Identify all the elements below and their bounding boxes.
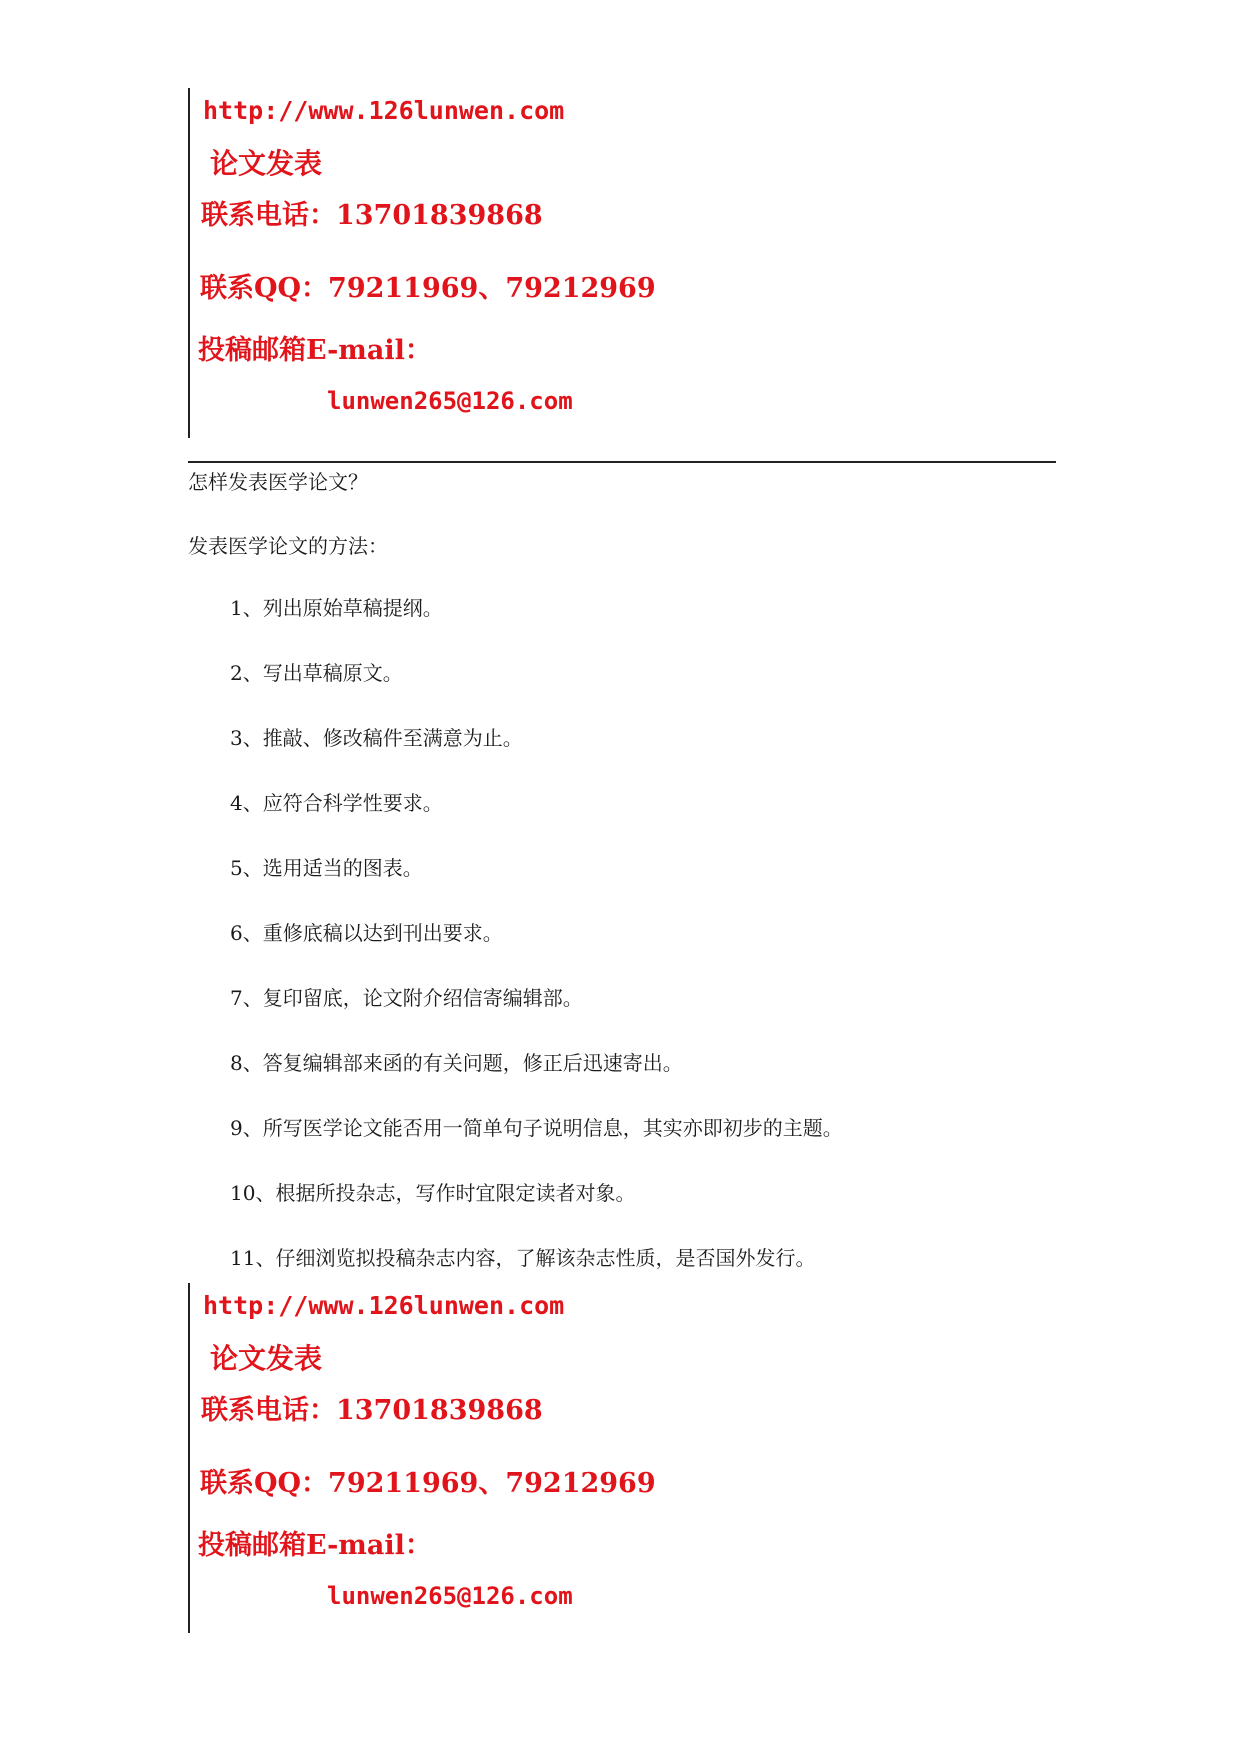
article-question: 怎样发表医学论文？: [188, 470, 368, 494]
list-item: 6、重修底稿以达到刊出要求。: [230, 921, 503, 945]
ad-phone: 联系电话：13701839868: [201, 1395, 543, 1426]
ad-qq: 联系QQ：79211969、79212969: [200, 1468, 656, 1499]
ad-url: http://www.126lunwen.com: [203, 96, 565, 125]
list-item: 11、仔细浏览拟投稿杂志内容，了解该杂志性质，是否国外发行。: [230, 1246, 816, 1270]
ad-title: 论文发表: [210, 1342, 323, 1375]
list-item: 10、根据所投杂志，写作时宜限定读者对象。: [230, 1181, 636, 1205]
ad-block-top: [188, 88, 656, 438]
list-item: 3、推敲、修改稿件至满意为止。: [230, 726, 523, 750]
article-intro: 发表医学论文的方法：: [188, 534, 388, 558]
ad-block-bottom: [188, 1283, 656, 1633]
list-item: 5、选用适当的图表。: [230, 856, 423, 880]
ad-title: 论文发表: [210, 147, 323, 180]
list-item: 8、答复编辑部来函的有关问题，修正后迅速寄出。: [230, 1051, 683, 1075]
steps-list: [230, 595, 843, 1310]
ad-email: lunwen265@126.com: [327, 1582, 573, 1610]
ad-email: lunwen265@126.com: [327, 387, 573, 415]
list-item: 2、写出草稿原文。: [230, 661, 403, 685]
ad-phone: 联系电话：13701839868: [201, 200, 543, 231]
ad-url: http://www.126lunwen.com: [203, 1291, 565, 1320]
ad-email-label: 投稿邮箱E-mail：: [198, 1530, 432, 1561]
ad-email-label: 投稿邮箱E-mail：: [198, 335, 432, 366]
list-item: 4、应符合科学性要求。: [230, 791, 443, 815]
list-item: 9、所写医学论文能否用一简单句子说明信息，其实亦即初步的主题。: [230, 1116, 843, 1140]
list-item: 1、列出原始草稿提纲。: [230, 596, 443, 620]
list-item: 7、复印留底，论文附介绍信寄编辑部。: [230, 986, 583, 1010]
horizontal-rule: [188, 461, 1056, 463]
ad-qq: 联系QQ：79211969、79212969: [200, 273, 656, 304]
